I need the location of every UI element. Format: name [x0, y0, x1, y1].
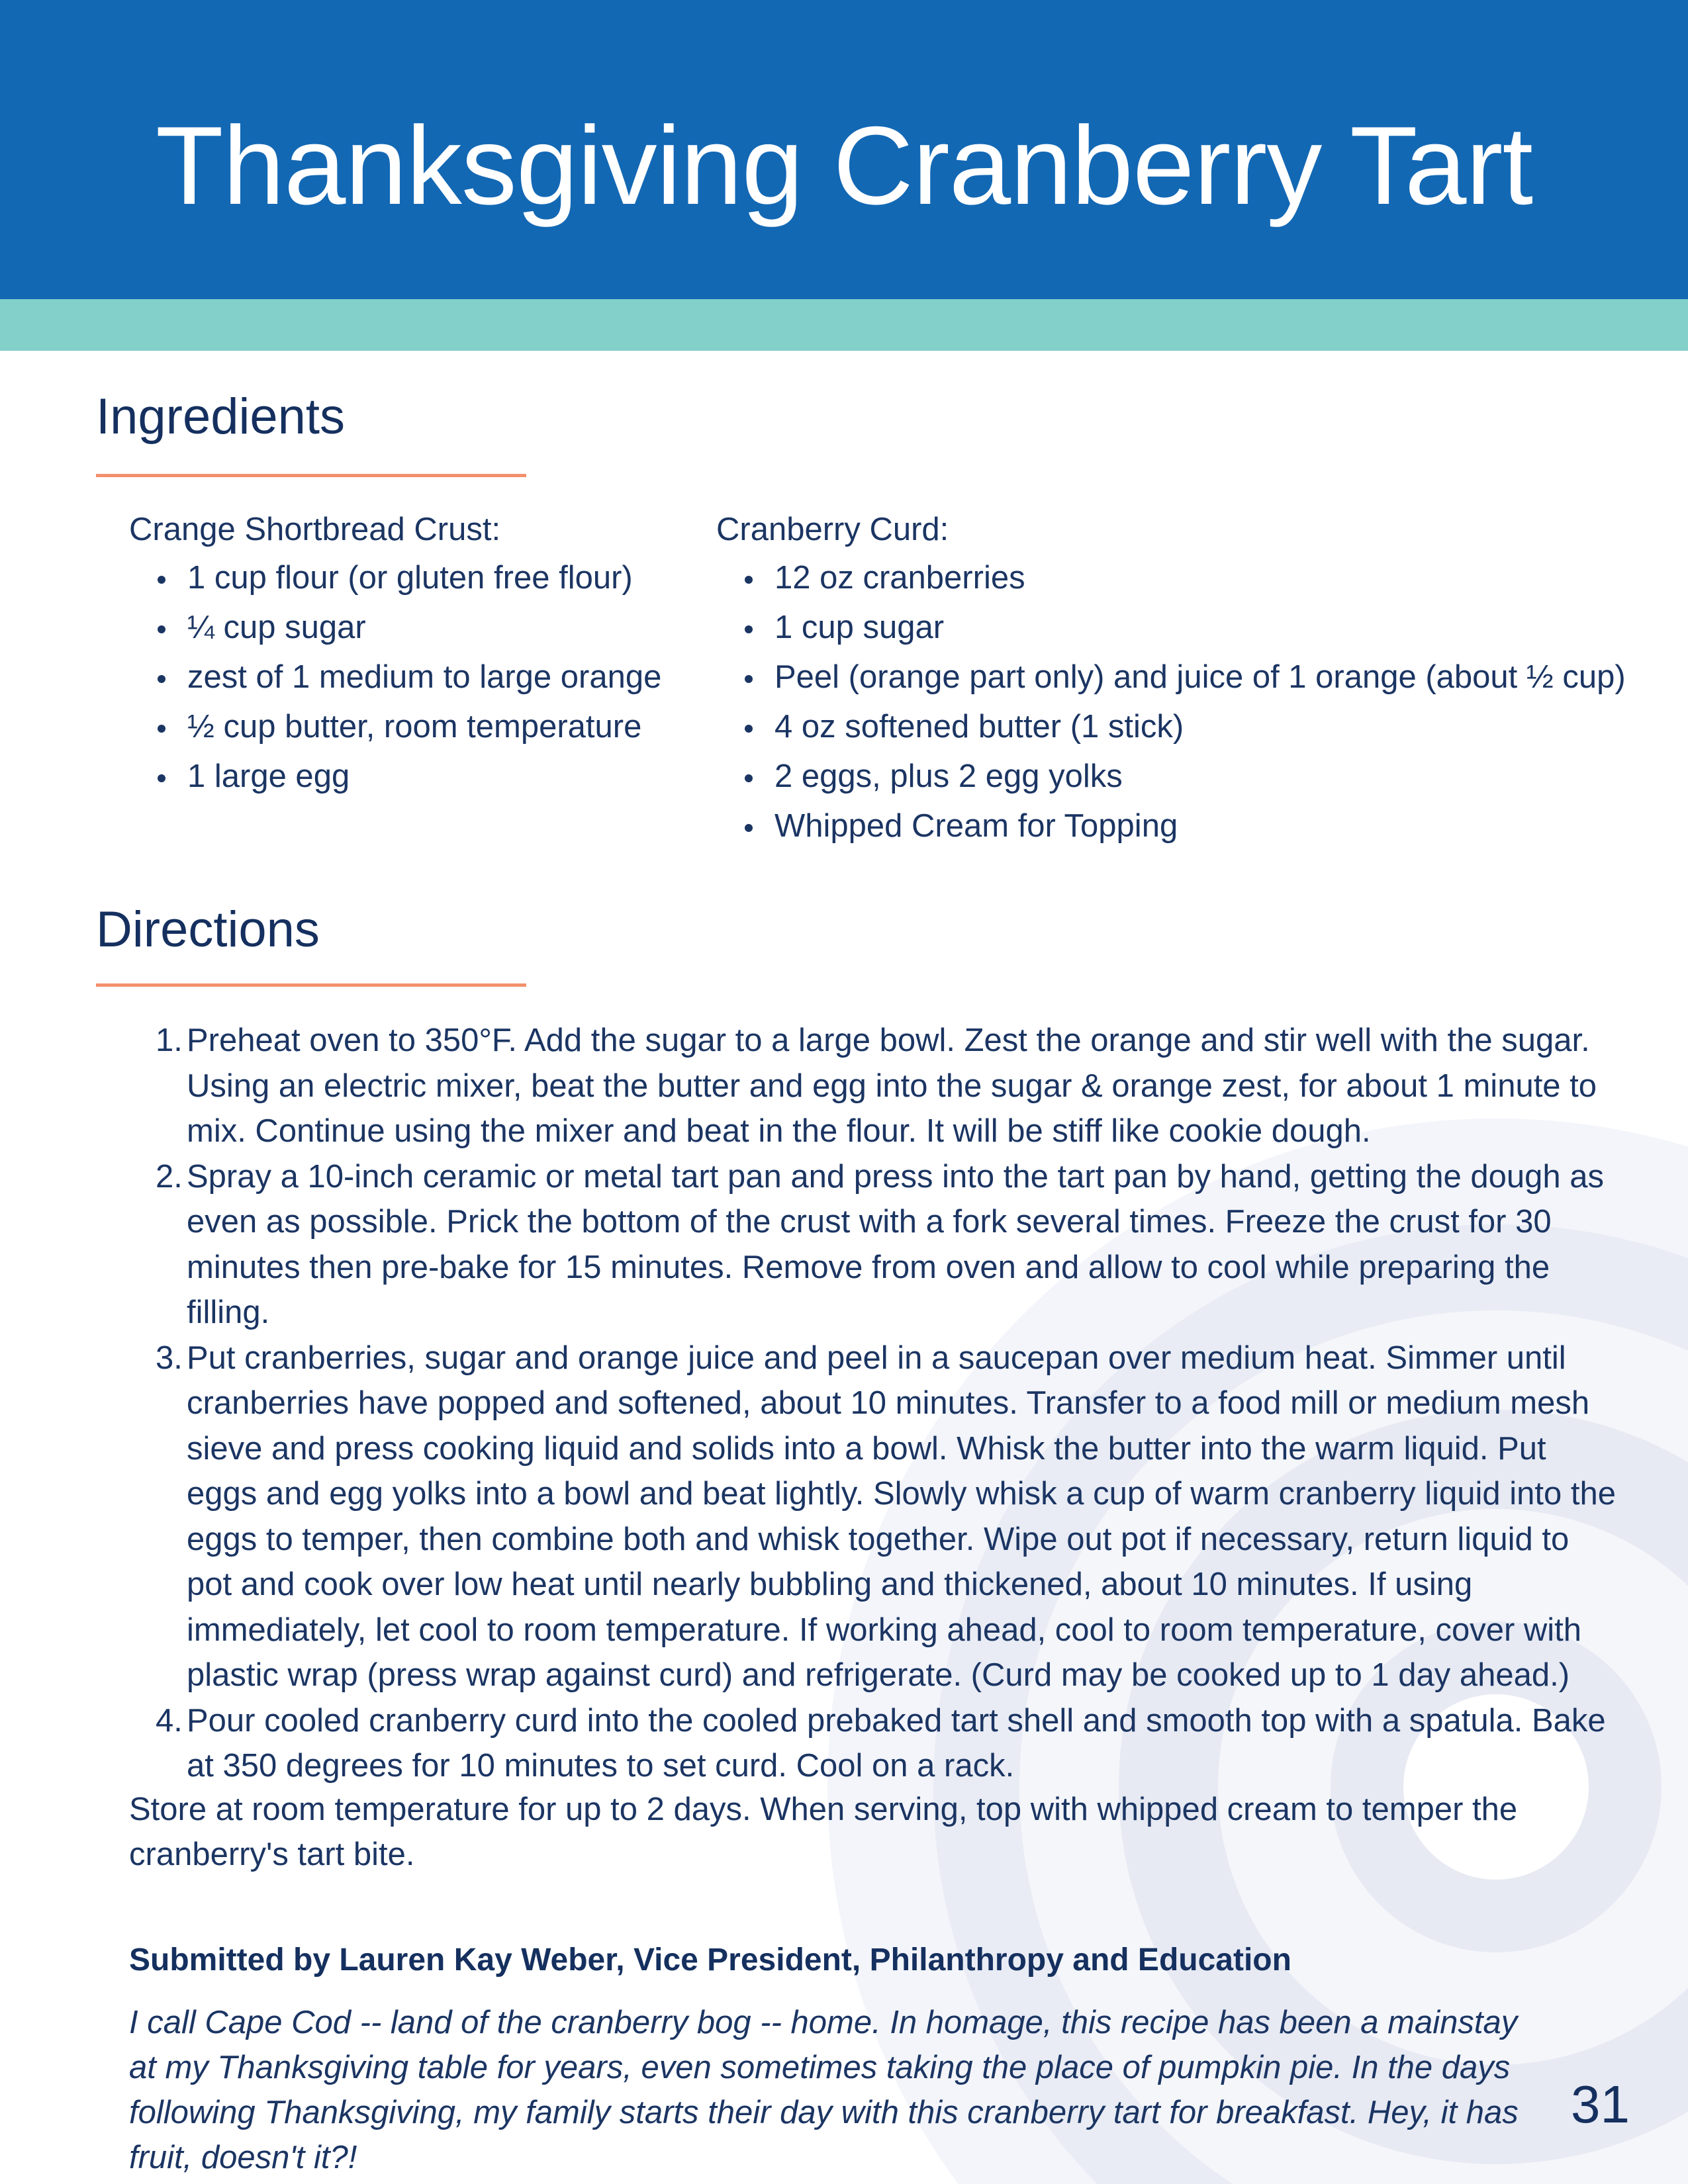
page-title: Thanksgiving Cranberry Tart	[155, 103, 1533, 228]
list-item: ¼ cup sugar	[129, 603, 661, 653]
curd-ingredient-list	[716, 553, 1626, 851]
crust-heading: Crange Shortbread Crust:	[129, 512, 501, 547]
page-number: 31	[1571, 2075, 1630, 2134]
directions-list	[139, 1018, 1622, 1789]
ingredients-divider	[96, 474, 526, 477]
step-number: 3.	[156, 1340, 183, 1376]
curd-heading: Cranberry Curd:	[716, 512, 949, 547]
directions-heading: Directions	[96, 901, 320, 958]
list-item: 2 eggs, plus 2 egg yolks	[716, 752, 1626, 801]
direction-step	[139, 1154, 1622, 1336]
list-item: zest of 1 medium to large orange	[129, 653, 661, 702]
step-text: Put cranberries, sugar and orange juice and peel in a saucepan over medium heat. Simmer until cranberries have popped and softened, about 10 minutes. Transfer to a food mill or medium mesh sieve and press cooking liquid and solids into a bowl. Whisk the butter into the warm liquid. Put eggs and egg yolks into a bowl and beat lightly. Slowly whisk a cup of warm cranberry liquid into the eggs to temper, then combine both and whisk together. Wipe out pot if necessary, return liquid to pot and cook over low heat until nearly bubbling and thickened, about 10 minutes. If using immediately, let cool to room temperature. If working ahead, cool to room temperature, cover with plastic wrap (press wrap against curd) and refrigerate. (Curd may be cooked up to 1 day ahead.)	[187, 1340, 1616, 1693]
list-item: Peel (orange part only) and juice of 1 orange (about ½ cup)	[716, 653, 1626, 702]
step-number: 2.	[156, 1158, 183, 1195]
step-number: 1.	[156, 1023, 183, 1058]
storage-note: Store at room temperature for up to 2 days. When serving, top with whipped cream to temper the cranberry's tart bite.	[129, 1792, 1518, 1872]
list-item: Whipped Cream for Topping	[716, 801, 1626, 851]
accent-band	[0, 299, 1688, 351]
step-text: Pour cooled cranberry curd into the cooled prebaked tart shell and smooth top with a spatula. Bake at 350 degrees for 10 minutes to set curd. Cool on a rack.	[187, 1702, 1606, 1784]
submitted-by: Submitted by Lauren Kay Weber, Vice President, Philanthropy and Education	[129, 1942, 1291, 1978]
list-item: 1 cup sugar	[716, 603, 1626, 653]
list-item: 12 oz cranberries	[716, 553, 1626, 603]
direction-step	[139, 1336, 1622, 1698]
directions-divider	[96, 983, 526, 987]
list-item: 4 oz softened butter (1 stick)	[716, 702, 1626, 752]
list-item: ½ cup butter, room temperature	[129, 702, 661, 752]
submitter-quote: I call Cape Cod -- land of the cranberry bog -- home. In homage, this recipe has been a mainstay at my Thanksgiving table for years, even sometimes taking the place of pumpkin pie. In the days following Thanksgiving, my family starts their day with this cranberry tart for breakfast. Hey, it has fruit, doesn't it?!	[129, 2005, 1519, 2175]
crust-ingredient-list	[129, 553, 661, 801]
list-item: 1 large egg	[129, 752, 661, 801]
step-number: 4.	[156, 1702, 183, 1739]
list-item: 1 cup flour (or gluten free flour)	[129, 553, 661, 603]
step-text: Preheat oven to 350°F. Add the sugar to a large bowl. Zest the orange and stir well with the sugar. Using an electric mixer, beat the butter and egg into the sugar & orange zest, for about 1 minute to mix. Continue using the mixer and beat in the flour. It will be stiff like cookie dough.	[187, 1023, 1597, 1149]
direction-step	[139, 1698, 1622, 1789]
step-text: Spray a 10-inch ceramic or metal tart pan and press into the tart pan by hand, getting the dough as even as possible. Prick the bottom of the crust with a fork several times. Freeze the crust for 30 minutes then pre-bake for 15 minutes. Remove from oven and allow to cool while preparing the filling.	[187, 1158, 1604, 1330]
direction-step	[139, 1018, 1622, 1154]
title-banner	[0, 0, 1688, 299]
ingredients-heading: Ingredients	[96, 388, 346, 445]
